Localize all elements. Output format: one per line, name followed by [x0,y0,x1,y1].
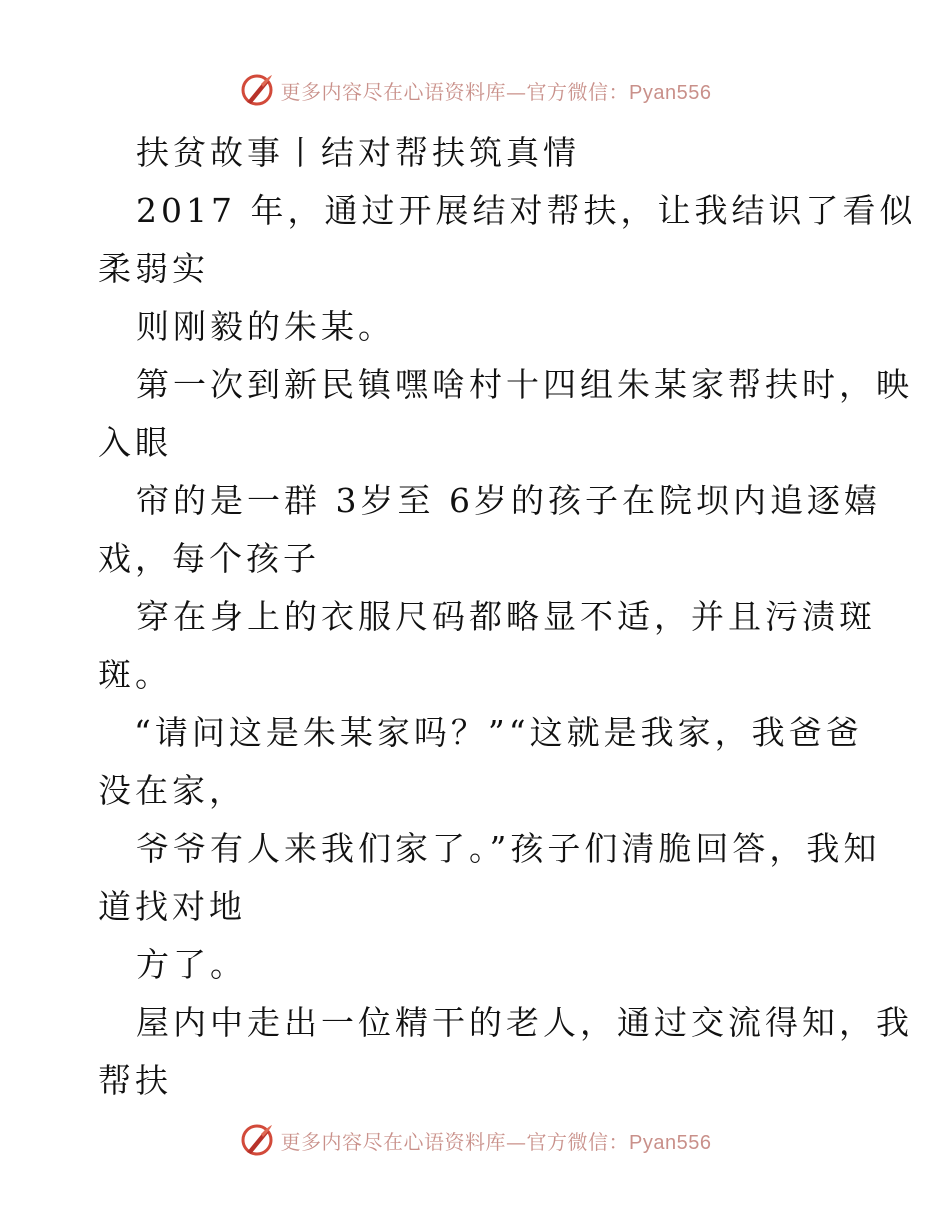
paragraph-line: 爷爷有人来我们家了。”孩子们清脆回答，我知 [136,829,881,868]
footer-watermark [0,1120,950,1160]
paragraph-line: 帮扶 [98,1061,172,1100]
paragraph-line: 斑。 [98,655,172,694]
paragraph-line: 穿在身上的衣服尺码都略显不适，并且污渍斑 [136,597,876,636]
paragraph-line: 戏，每个孩子 [98,539,320,578]
paragraph-line: 柔弱实 [98,249,209,288]
paragraph-line: “请问这是朱某家吗？”“这就是我家，我爸爸 [134,713,863,752]
watermark-text: 更多内容尽在心语资料库—官方微信：Pyan556 [280,1129,712,1154]
paragraph-line: 入眼 [98,423,172,462]
paragraph-line: 则刚毅的朱某。 [136,307,395,346]
paragraph-line: 帘的是一群 3岁至 6岁的孩子在院坝内追逐嬉 [136,481,881,520]
paragraph-line: 第一次到新民镇嘿啥村十四组朱某家帮扶时，映 [136,365,913,404]
watermark-wechat-id: Pyan556 [629,81,712,104]
document-body [98,124,917,1110]
watermark-wechat-id: Pyan556 [629,1131,712,1154]
paragraph-line: 方了。 [136,945,247,984]
quill-pen-circle-icon [239,1122,275,1158]
paragraph-line: 道找对地 [98,887,246,926]
paragraph-line: 没在家， [98,771,246,810]
watermark-text: 更多内容尽在心语资料库—官方微信：Pyan556 [280,79,712,104]
document-title: 扶贫故事丨结对帮扶筑真情 [136,133,580,172]
paragraph-line: 屋内中走出一位精干的老人，通过交流得知，我 [136,1003,913,1042]
quill-pen-circle-icon [239,72,275,108]
header-watermark [0,70,950,110]
paragraph-line: 2017 年，通过开展结对帮扶，让我结识了看似 [136,191,917,230]
